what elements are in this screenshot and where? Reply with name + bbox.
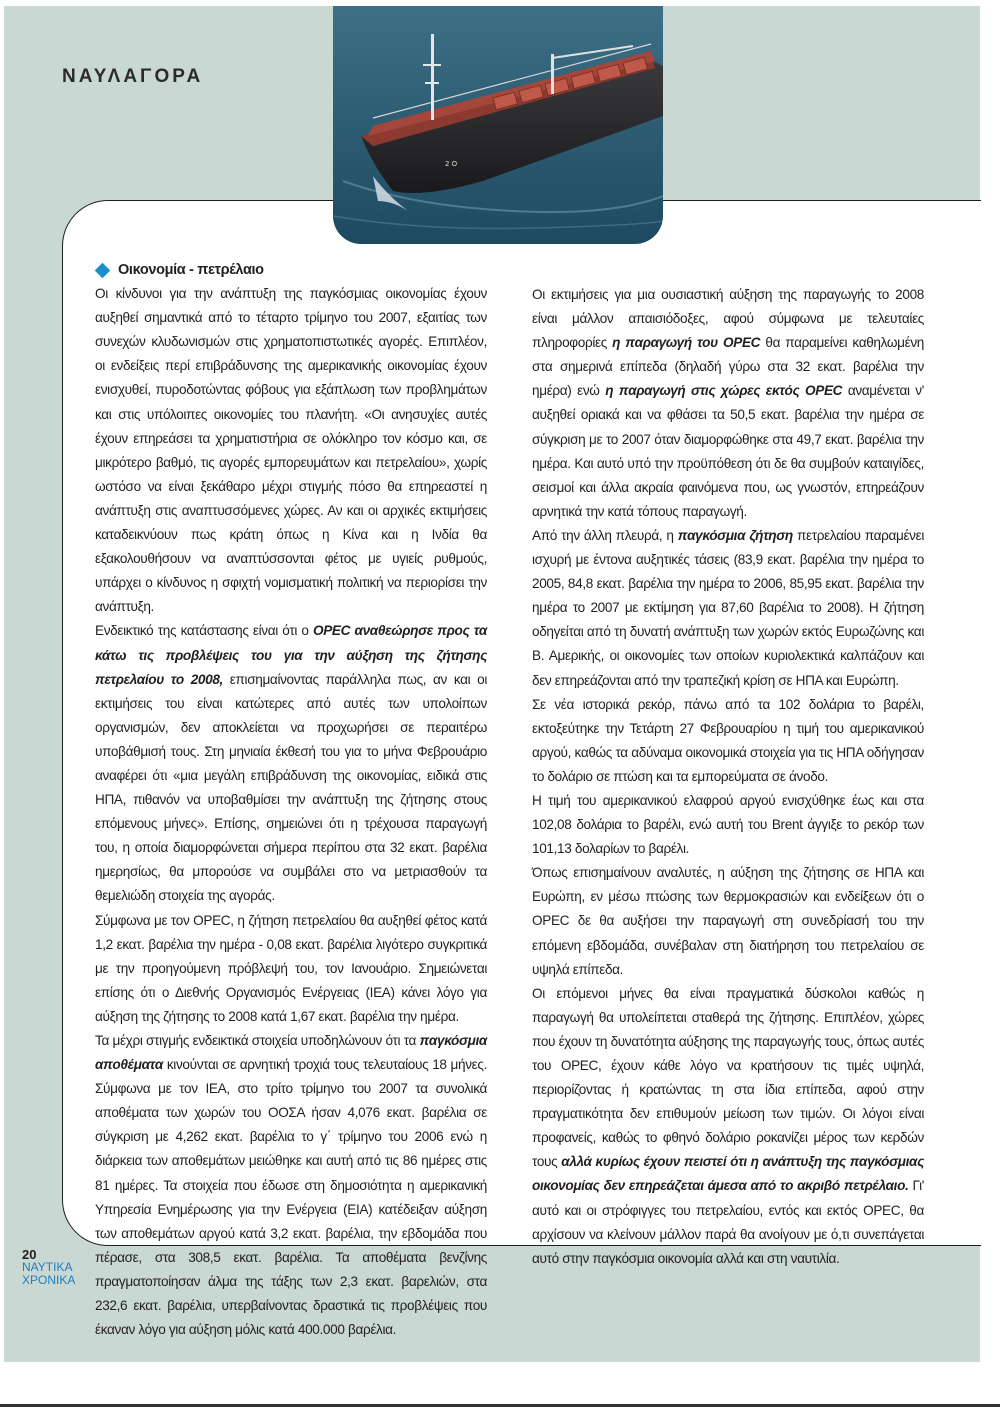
paragraph: [532, 982, 924, 1271]
paragraph-text: Τα μέχρι στιγμής ενδεικτικά στοιχεία υποδηλώνουν ότι τα: [95, 1033, 420, 1048]
paragraph-text: Οι επόμενοι μήνες θα είναι πραγματικά δύσκολοι καθώς η παραγωγή θα υπολείπεται σταθερά της ζήτησης. Επιπλέον, χώρες που έχουν τη δυνατότητα αύξησης της παραγωγής τους, όπως αυτές του OPEC, έχουν κάθε λόγο να κρατήσουν τις τιμές υψηλά, περιορίζοντας ή κρατώντας τη στα ίδια επίπεδα, αφού στην πραγματικότητα δεν επιθυμούν μείωση των τιμών. Οι λόγοι είναι προφανείς, καθώς το φθηνό δολάριο ροκανίζει μέρος των κερδών τους: [532, 985, 924, 1170]
section-title: ΝΑΥΛΑΓΟΡΑ: [62, 66, 204, 87]
emphasis-text: αλλά κυρίως έχουν πειστεί ότι η ανάπτυξη της παγκόσμιας οικονομίας δεν επηρεάζεται άμεσα από το ακριβό πετρέλαιο.: [532, 1154, 924, 1194]
article-column-right: [532, 283, 924, 1271]
paragraph: [95, 909, 487, 1029]
bottom-rule: [0, 1404, 1000, 1407]
emphasis-text: παγκόσμια αποθέματα: [95, 1033, 487, 1073]
paragraph-text: Σε νέα ιστορικά ρεκόρ, πάνω από τα 102 δολάρια το βαρέλι, εκτοξεύτηκε την Τετάρτη 27 Φεβρουαρίου η τιμή του αμερικανικού αργού, καθώς τα αδύναμα οικονομικά στοιχεία για τις ΗΠΑ οδήγησαν το δολάριο σε πτώση και τα εμπορεύματα σε άνοδο.: [532, 696, 924, 784]
tanker-ship-photo: [333, 6, 663, 244]
paragraph-text: Από την άλλη πλευρά, η: [532, 527, 678, 543]
magazine-name-line2: ΧΡΟΝΙΚΑ: [22, 1273, 76, 1287]
paragraph: [532, 283, 924, 524]
paragraph: [95, 282, 487, 619]
emphasis-text: η παραγωγή του OPEC: [612, 335, 761, 351]
article-heading-text: Οικονομία - πετρέλαιο: [118, 262, 264, 278]
paragraph: [95, 619, 487, 908]
diamond-bullet-icon: [95, 262, 111, 278]
paragraph-text: πετρελαίου παραμένει ισχυρή με έντονα αυξητικές τάσεις (83,9 εκατ. βαρέλια την ημέρα το 2005, 84,8 εκατ. βαρέλια την ημέρα το 2006, 85,95 εκατ. βαρέλια την ημέρα το 2007 με εκτίμηση για 87,60 βαρέλια το 2008). Η ζήτηση οδηγείται από τη δυνατή ανάπτυξη των χωρών εκτός Ευρωζώνης και Β. Αμερικής, οι οικονομίες των οποίων κυριολεκτικά καλπάζουν και δεν επηρεάζονται από την τραπεζική κρίση σε ΗΠΑ και Ευρώπη.: [532, 527, 924, 688]
paragraph: [532, 693, 924, 789]
article-heading: [95, 258, 487, 282]
paragraph-text: αναμένεται ν' αυξηθεί οριακά και να φθάσει τα 50,5 εκατ. βαρέλια την ημέρα σε σύγκριση με το 2007 όταν διαμορφώθηκε στα 49,7 εκατ. βαρέλια την ημέρα. Και αυτό υπό την προϋπόθεση ότι δε θα συμβούν καταιγίδες, σεισμοί και άλλα ακραία φαινόμενα που, ως γνωστόν, επηρεάζουν αρνητικά την κατά τόπους παραγωγή.: [532, 383, 924, 519]
paragraph-text: Σύμφωνα με τον OPEC, η ζήτηση πετρελαίου θα αυξηθεί φέτος κατά 1,2 εκατ. βαρέλια την ημέρα - 0,08 εκατ. βαρέλια λιγότερο συγκριτικά με την προηγούμενη πρόβλεψή του, τον Ιανουάριο. Σημειώνεται επίσης ότι ο Διεθνής Οργανισμός Ενέργειας (ΙΕΑ) κάνει λόγο για αύξηση της ζήτησης το 2008 κατά 1,67 εκατ. βαρέλια την ημέρα.: [95, 912, 487, 1024]
article-column-left: [95, 258, 487, 1342]
paragraph-text: κινούνται σε αρνητική τροχιά τους τελευταίους 18 μήνες. Σύμφωνα με τον ΙΕΑ, στο τρίτο τρίμηνο του 2007 τα συνολικά αποθέματα των χωρών του ΟΟΣΑ ήσαν 4,076 εκατ. βαρέλια σε σύγκριση με 4,262 εκατ. βαρέλια το γ΄ τρίμηνο του 2006 ενώ η διάρκεια των αποθεμάτων μειώθηκε και αυτή από τις 86 ημέρες στις 81 ημέρες. Τα στοιχεία που έδωσε στη δημοσιότητα η αμερικανική Υπηρεσία Ενημέρωσης για την Ενέργεια (ΕΙΑ) κατέδειξαν αύξηση των αποθεμάτων αργού κατά 3,2 εκατ. βαρέλια, την εβδομάδα που πέρασε, στα 308,5 εκατ. βαρέλια. Τα αποθέματα βενζίνης πραγματοποίησαν άλμα της τάξης των 2,3 εκατ. βαρελιών, στα 232,6 εκατ. βαρέλια, υπερβαίνοντας δραστικά τις προβλέψεις που έκαναν λόγο για αύξηση μόλις κατά 400.000 βαρέλια.: [95, 1057, 487, 1338]
page-folio: [22, 1248, 75, 1287]
page-number: 20: [22, 1247, 37, 1262]
emphasis-text: παγκόσμια ζήτηση: [677, 527, 793, 543]
paragraph-text: Γι' αυτό και οι στρόφιγγες του πετρελαίου, εντός και εκτός OPEC, θα αρχίσουν να κλείνουν μάλλον παρά θα ανοίγουν με ό,τι συνεπάγεται αυτό στην παγκόσμια οικονομία αλλά και στη ναυτιλία.: [532, 1178, 924, 1266]
paragraph-text: επισημαίνοντας παράλληλα πως, αν και οι εκτιμήσεις του είναι κατώτερες από αυτές των υπολοίπων οργανισμών, δεν αποκλείεται να προχωρήσει σε περαιτέρω υποβάθμισή τους. Στη μηνιαία έκθεσή του για το μήνα Φεβρουάριο αναφέρει ότι «μια μεγάλη επιβράδυνση της οικονομίας, ειδικά στις ΗΠΑ, πιθανόν να υποβαθμίσει την ανάπτυξη της ζήτησης στους επόμενους μήνες». Επίσης, σημειώνει ότι η τρέχουσα παραγωγή του, η οποία διαμορφώνεται σήμερα περίπου στα 32 εκατ. βαρέλια ημερησίως, θα μπορούσε να συμβάλει στο να μετριασθούν τα θεμελιώδη στοιχεία της αγοράς.: [95, 671, 487, 904]
paragraph: [532, 789, 924, 861]
magazine-name-line1: ΝΑΥΤΙΚΑ: [22, 1260, 73, 1274]
paragraph-text: Ενδεικτικό της κατάστασης είναι ότι ο: [95, 623, 313, 639]
hull-marking: 2 Ο: [445, 160, 458, 168]
paragraph-text: Η τιμή του αμερικανικού ελαφρού αργού ενισχύθηκε έως και στα 102,08 δολάρια το βαρέλι, ενώ αυτή του Brent άγγιξε το ρεκόρ των 101,13 δολαρίων το βαρέλι.: [532, 792, 924, 857]
paragraph-text: Οι κίνδυνοι για την ανάπτυξη της παγκόσμιας οικονομίας έχουν αυξηθεί σημαντικά από το τέταρτο τρίμηνο του 2007, εξαιτίας των συνεχών κλυδωνισμών στις χρηματοπιστωτικές αγορές. Επιπλέον, οι ενδείξεις περί επιβράδυνσης της αμερικανικής οικονομίας έχουν ενισχυθεί, πυροδοτώντας φόβους για εξάπλωση των προβλημάτων και στις υπόλοιπες οικονομίες του πλανήτη. «Οι ανησυχίες αυτές έχουν επηρεάσει τα χρηματιστήρια σε ολόκληρο τον κόσμο και, σε μικρότερο βαθμό, τις αγορές εμπορευμάτων και πετρελαίου», χωρίς ωστόσο να είναι ξεκάθαρο μέχρι στιγμής πόσο θα επηρεαστεί η ανάπτυξη στις αναπτυσσόμενες χώρες. Αν και οι αρχικές εκτιμήσεις καταδεικνύουν πως κράτη όπως η Κίνα και η Ινδία θα εξακολουθήσουν να αναπτύσσονται φέτος με υγιείς ρυθμούς, υπάρχει ο κίνδυνος η σφιχτή νομισματική πολιτική να περιορίσει την ανάπτυξη.: [95, 286, 487, 615]
paragraph-text: Οι εκτιμήσεις για μια ουσιαστική αύξηση της παραγωγής το 2008 είναι μάλλον απαισιόδοξες, αφού σύμφωνα με τελευταίες πληροφορίες: [532, 287, 924, 351]
paragraph: [95, 1029, 487, 1342]
emphasis-text: OPEC αναθεώρησε προς τα κάτω τις προβλέψεις του για την αύξηση της ζήτησης πετρελαίου το 2008,: [95, 623, 487, 687]
paragraph: [532, 524, 924, 693]
paragraph: [532, 861, 924, 981]
paragraph-text: Όπως επισημαίνουν αναλυτές, η αύξηση της ζήτησης σε ΗΠΑ και Ευρώπη, εν μέσω πτώσης των θερμοκρασιών και ενδείξεων ότι ο OPEC δε θα αυξήσει την παραγωγή στη συνεδρίασή του την επόμενη εβδομάδα, συνέβαλαν στη διατήρηση του πετρελαίου σε υψηλά επίπεδα.: [532, 865, 924, 977]
paragraph-text: θα παραμείνει καθηλωμένη στα σημερινά επίπεδα (δηλαδή γύρω στα 32 εκατ. βαρέλια την ημέρα) ενώ: [532, 335, 924, 399]
emphasis-text: η παραγωγή στις χώρες εκτός OPEC: [605, 383, 843, 399]
